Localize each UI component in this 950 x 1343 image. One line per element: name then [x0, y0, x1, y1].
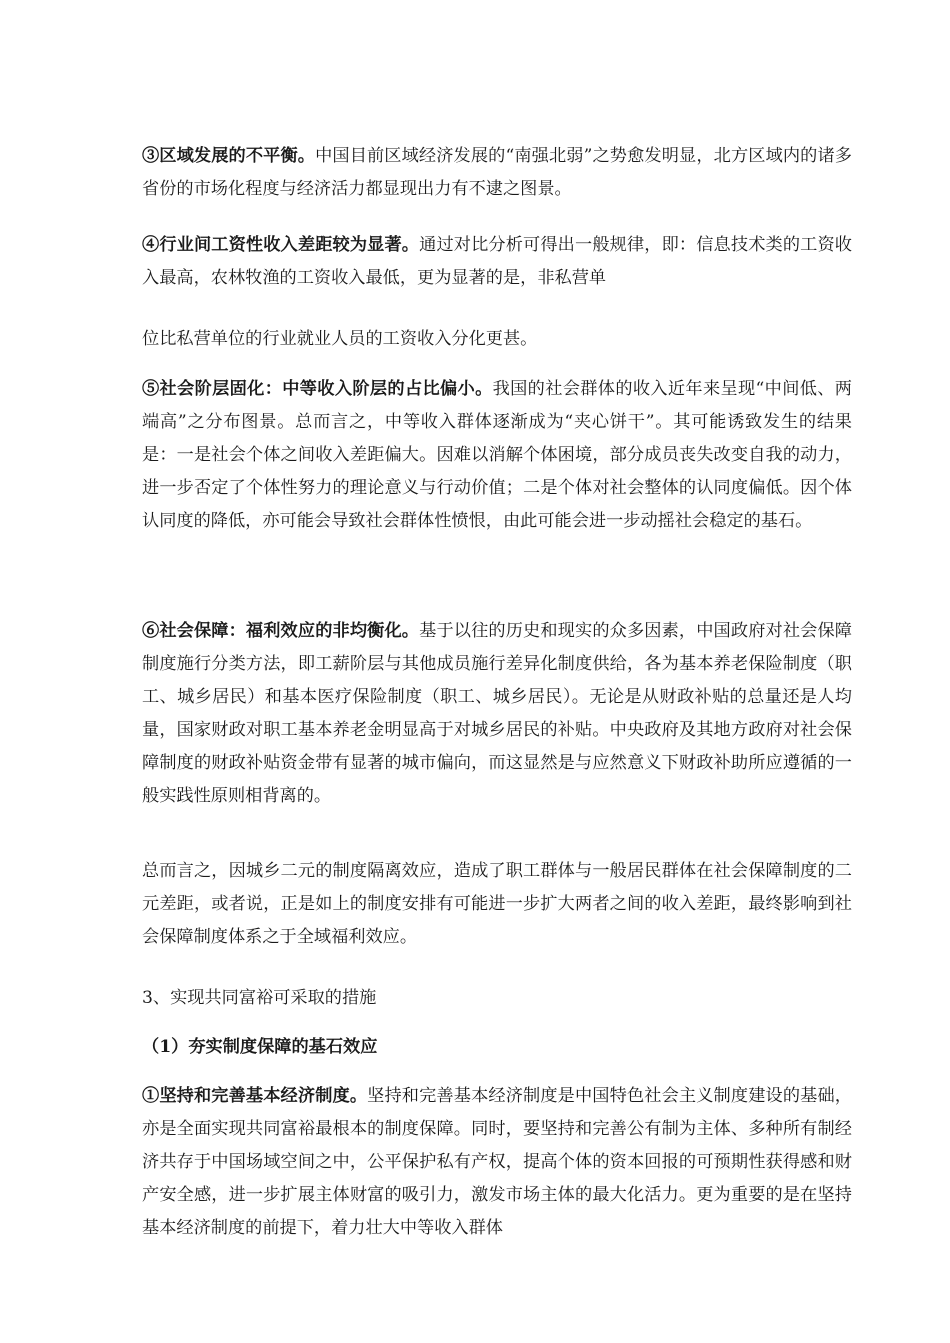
paragraph-body: 中国目前区域经济发展的“南强北弱”之势愈发明显，北方区域内的诸多省份的市场化程度与经济活力都显现出力有不逮之图景。 — [142, 146, 852, 199]
paragraph-social-security — [142, 615, 852, 813]
paragraph-lead: ③区域发展的不平衡。 — [142, 146, 316, 166]
paragraph-lead: ①坚持和完善基本经济制度。 — [142, 1086, 368, 1106]
section-heading-measures: 3、实现共同富裕可采取的措施 — [142, 988, 377, 1008]
paragraph-body: 位比私营单位的行业就业人员的工资收入分化更甚。 — [142, 329, 538, 349]
paragraph-industry-wage-gap-continued — [142, 323, 852, 356]
subsection-heading-institutional: （1）夯实制度保障的基石效应 — [142, 1037, 378, 1057]
paragraph-lead: ⑤社会阶层固化：中等收入阶层的占比偏小。 — [142, 379, 493, 399]
paragraph-social-stratification — [142, 373, 852, 538]
paragraph-body: 坚持和完善基本经济制度是中国特色社会主义制度建设的基础，亦是全面实现共同富裕最根本的制度保障。同时，要坚持和完善公有制为主体、多种所有制经济共存于中国场域空间之中，公平保护私有产权，提高个体的资本回报的可预期性获得感和财产安全感，进一步扩展主体财富的吸引力，激发市场主体的最大化活力。更为重要的是在坚持基本经济制度的前提下，着力壮大中等收入群体 — [142, 1086, 852, 1238]
paragraph-lead: ④行业间工资性收入差距较为显著。 — [142, 235, 420, 255]
paragraph-industry-wage-gap — [142, 229, 852, 295]
paragraph-basic-economic-system — [142, 1080, 852, 1245]
paragraph-regional-imbalance — [142, 140, 852, 206]
paragraph-summary — [142, 855, 852, 954]
paragraph-body: 基于以往的历史和现实的众多因素，中国政府对社会保障制度施行分类方法，即工薪阶层与其他成员施行差异化制度供给，各为基本养老保险制度（职工、城乡居民）和基本医疗保险制度（职工、城乡居民）。无论是从财政补贴的总量还是人均量，国家财政对职工基本养老金明显高于对城乡居民的补贴。中央政府及其地方政府对社会保障制度的财政补贴资金带有显著的城市偏向，而这显然是与应然意义下财政补助所应遵循的一般实践性原则相背离的。 — [142, 621, 852, 806]
paragraph-body: 总而言之，因城乡二元的制度隔离效应，造成了职工群体与一般居民群体在社会保障制度的二元差距，或者说，正是如上的制度安排有可能进一步扩大两者之间的收入差距，最终影响到社会保障制度体系之于全域福利效应。 — [142, 861, 852, 947]
paragraph-body: 我国的社会群体的收入近年来呈现“中间低、两端高”之分布图景。总而言之，中等收入群体逐渐成为“夹心饼干”。其可能诱致发生的结果是：一是社会个体之间收入差距偏大。因难以消解个体困境，部分成员丧失改变自我的动力，进一步否定了个体性努力的理论意义与行动价值；二是个体对社会整体的认同度偏低。因个体认同度的降低，亦可能会导致社会群体性愤恨，由此可能会进一步动摇社会稳定的基石。 — [142, 379, 852, 531]
paragraph-body: 通过对比分析可得出一般规律，即：信息技术类的工资收入最高，农林牧渔的工资收入最低，更为显著的是，非私营单 — [142, 235, 852, 288]
paragraph-lead: ⑥社会保障：福利效应的非均衡化。 — [142, 621, 420, 641]
